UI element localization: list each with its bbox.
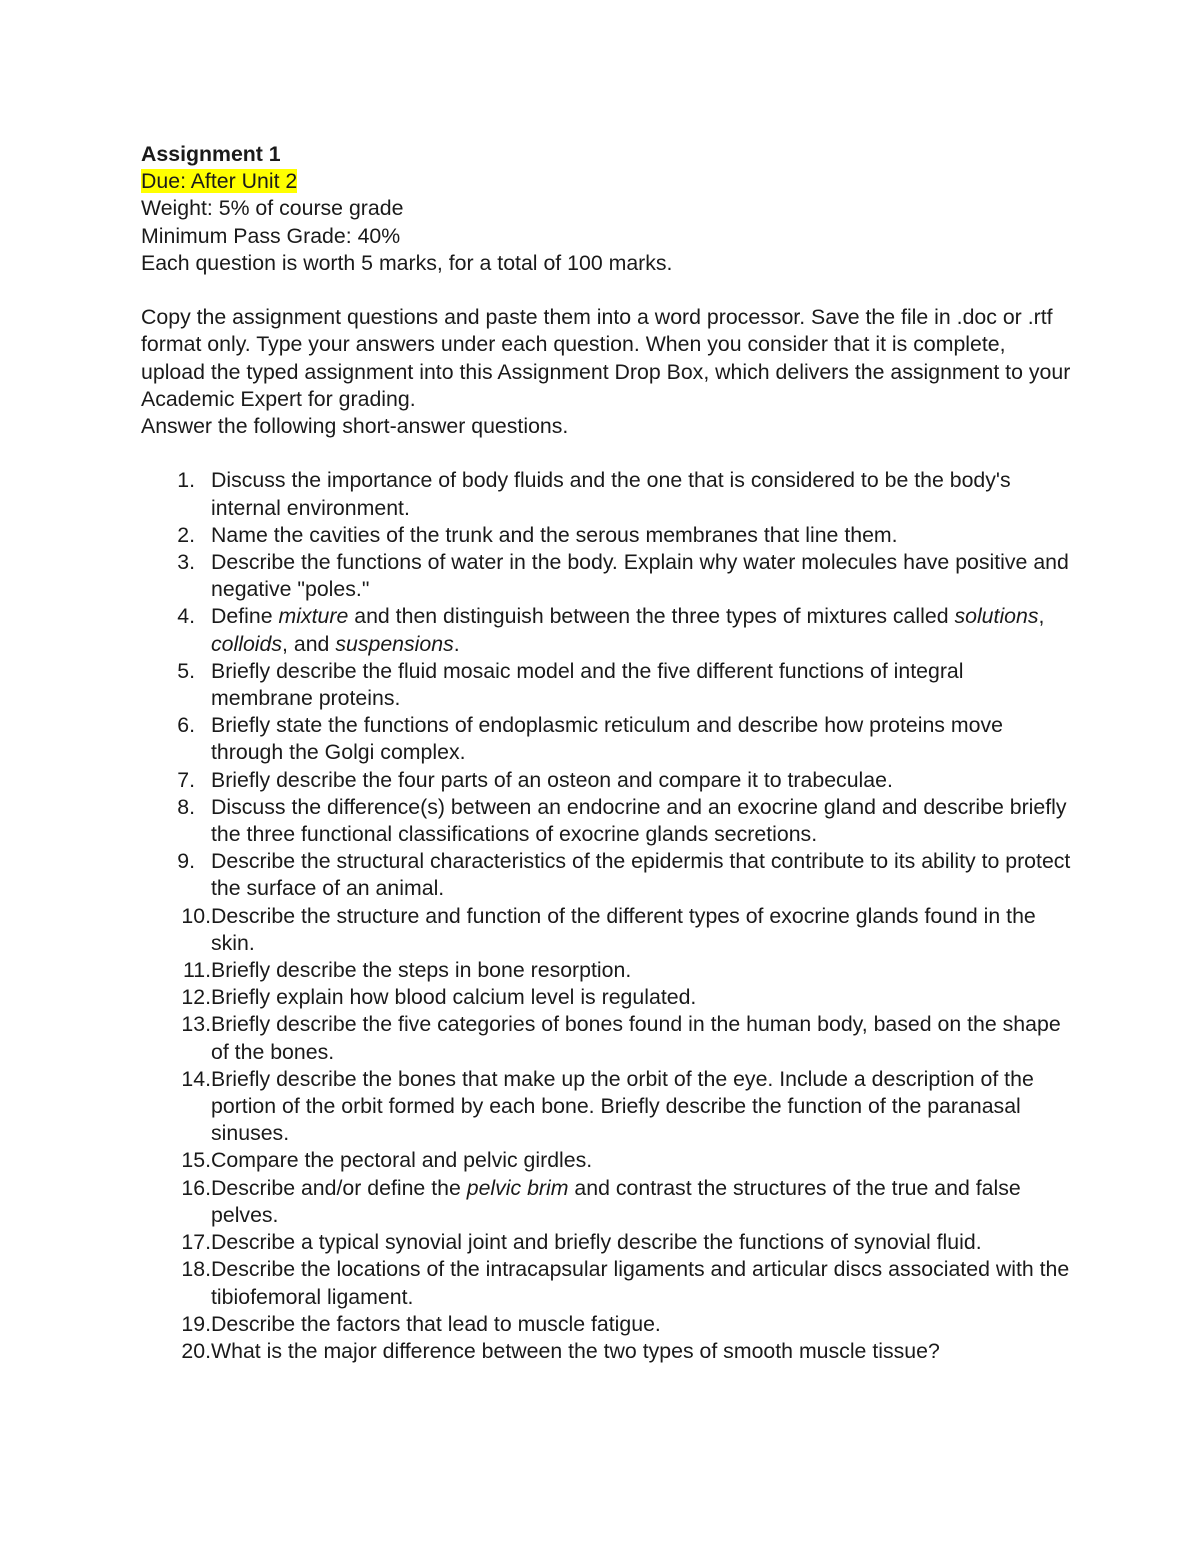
question-text: Describe the structure and function of the different types of exocrine glands found in the skin.	[211, 903, 1036, 955]
question-item	[141, 984, 1071, 1011]
due-line	[141, 168, 1071, 195]
questions-list	[141, 467, 1071, 1365]
question-number: 15.	[181, 1148, 211, 1173]
question-text: Briefly describe the steps in bone resorption.	[211, 958, 632, 983]
question-text: Discuss the importance of body fluids and the one that is considered to be the body's internal environment.	[211, 468, 1011, 520]
text-run: , and	[282, 631, 336, 656]
question-number: 4.	[177, 604, 195, 629]
question-item	[141, 794, 1071, 848]
italic-term: pelvic brim	[466, 1175, 569, 1200]
question-text: Briefly describe the bones that make up the orbit of the eye. Include a description of the portion of the orbit formed by each bone. Briefly describe the function of the paranasal sinuses.	[211, 1066, 1034, 1146]
question-number: 7.	[177, 767, 195, 792]
question-text: Briefly describe the four parts of an osteon and compare it to trabeculae.	[211, 767, 893, 792]
question-item	[141, 1147, 1071, 1174]
question-number: 2.	[177, 522, 195, 547]
spacer	[141, 277, 1071, 304]
question-item	[141, 549, 1071, 603]
question-number: 3.	[177, 550, 195, 575]
question-text	[211, 604, 1044, 655]
question-item	[141, 1175, 1071, 1229]
question-text: Describe the functions of water in the body. Explain why water molecules have positive and negative "poles."	[211, 550, 1069, 602]
question-item	[141, 1011, 1071, 1065]
italic-term: colloids	[211, 631, 283, 656]
question-number: 9.	[177, 849, 195, 874]
italic-term: suspensions	[335, 631, 454, 656]
question-number: 17.	[181, 1230, 211, 1255]
question-item	[141, 848, 1071, 902]
instructions-paragraph: Copy the assignment questions and paste them into a word processor. Save the file in .doc or .rtf format only. Type your answers under each question. When you consider that it is complete, upload the typed assignment into this Assignment Drop Box, which delivers the assignment to your Academic Expert for grading.	[141, 305, 1071, 411]
marks-line: Each question is worth 5 marks, for a total of 100 marks.	[141, 250, 673, 275]
question-text: Compare the pectoral and pelvic girdles.	[211, 1148, 593, 1173]
question-text: Describe the structural characteristics of the epidermis that contribute to its ability to protect the surface of an animal.	[211, 849, 1071, 901]
question-number: 6.	[177, 713, 195, 738]
question-text: Briefly state the functions of endoplasmic reticulum and describe how proteins move through the Golgi complex.	[211, 713, 1003, 765]
question-text: Describe a typical synovial joint and briefly describe the functions of synovial fluid.	[211, 1230, 982, 1255]
question-item	[141, 1338, 1071, 1365]
question-number: 20.	[181, 1338, 211, 1363]
question-text: Briefly describe the fluid mosaic model and the five different functions of integral membrane proteins.	[211, 658, 964, 711]
italic-term: mixture	[278, 604, 349, 629]
text-run: and contrast the structures of the true and false pelves.	[211, 1175, 1021, 1227]
document-page	[141, 141, 1071, 1365]
question-item	[141, 1311, 1071, 1338]
question-text: What is the major difference between the two types of smooth muscle tissue?	[211, 1338, 940, 1363]
text-run: Define	[211, 604, 279, 629]
italic-term: solutions	[954, 604, 1039, 629]
text-run: and then distinguish between the three types of mixtures called	[348, 604, 955, 629]
question-text: Describe the factors that lead to muscle fatigue.	[211, 1311, 661, 1336]
question-number: 11.	[182, 958, 211, 983]
question-item	[141, 903, 1071, 957]
question-text: Briefly explain how blood calcium level is regulated.	[211, 985, 697, 1010]
weight-line: Weight: 5% of course grade	[141, 196, 404, 221]
question-text: Discuss the difference(s) between an endocrine and an exocrine gland and describe briefly the three functional classifications of exocrine glands secretions.	[211, 794, 1067, 847]
question-item	[141, 712, 1071, 766]
min-pass-line: Minimum Pass Grade: 40%	[141, 223, 401, 248]
question-item	[141, 522, 1071, 549]
question-number: 14.	[181, 1066, 211, 1091]
question-number: 18.	[181, 1257, 211, 1282]
question-item	[141, 658, 1071, 712]
question-item	[141, 603, 1071, 657]
assignment-title: Assignment 1	[141, 142, 281, 166]
text-run: .	[453, 631, 460, 656]
question-number: 13.	[181, 1012, 211, 1037]
question-number: 10.	[181, 903, 211, 928]
answer-prompt: Answer the following short-answer questions.	[141, 414, 569, 439]
question-text	[211, 1176, 1021, 1227]
question-text: Name the cavities of the trunk and the serous membranes that line them.	[211, 522, 898, 547]
question-text: Briefly describe the five categories of bones found in the human body, based on the shape of the bones.	[211, 1012, 1061, 1064]
question-item	[141, 1229, 1071, 1256]
due-highlight: Due: After Unit 2	[141, 169, 298, 194]
question-number: 19.	[181, 1311, 211, 1336]
question-number: 8.	[177, 794, 195, 819]
question-text: Describe the locations of the intracapsular ligaments and articular discs associated with the tibiofemoral ligament.	[211, 1257, 1070, 1309]
question-number: 1.	[177, 468, 195, 493]
text-run: Describe and/or define the	[211, 1175, 467, 1200]
question-item	[141, 767, 1071, 794]
question-item	[141, 957, 1071, 984]
question-item	[141, 1066, 1071, 1148]
question-number: 16.	[181, 1175, 211, 1200]
question-number: 5.	[177, 658, 195, 683]
text-run: ,	[1038, 604, 1045, 629]
question-item	[141, 467, 1071, 521]
question-item	[141, 1256, 1071, 1310]
spacer	[141, 440, 1071, 467]
question-number: 12.	[181, 985, 211, 1010]
